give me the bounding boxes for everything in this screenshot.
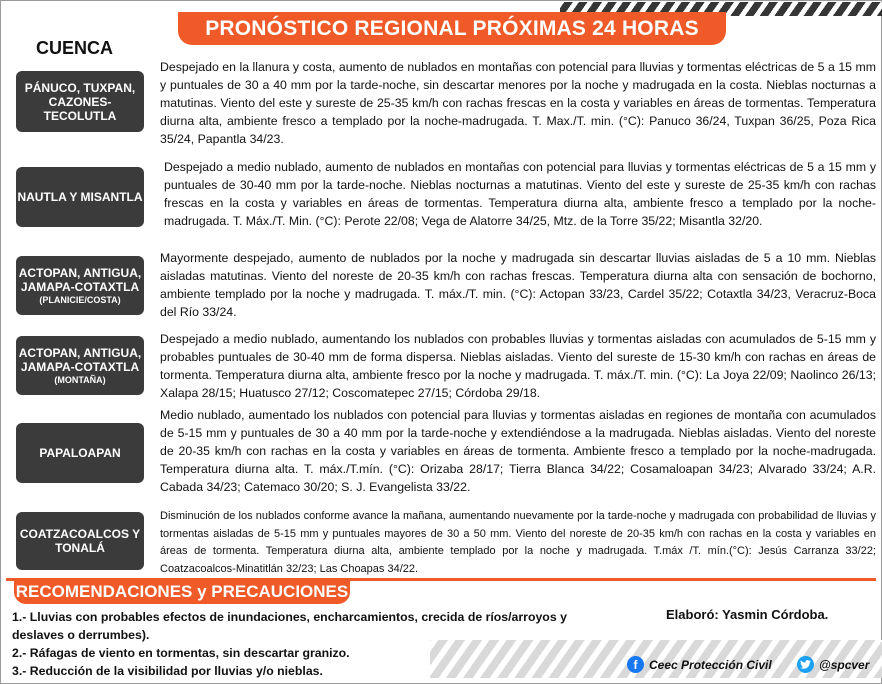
region-forecast-panuco: Despejado en la llanura y costa, aumento de nublados en montañas con potencial para lluvias y tormentas eléctricas de 5 a 15 mm y puntuales de 30 a 40 mm por la tarde-noche, sin descartar menores por la noche y madrugada en la costa. Nieblas nocturnas a matutinas. Viento del este y sureste de 25-35 km/h con rachas frescas en la costa y variables en áreas de tormentas. Temperatura diurna alta, ambiente fresco a templado por la noche-madrugada. T. Max./T. min. (°C): Panuco 36/24, Tuxpan 36/25, Poza Rica 35/24, Papantla 34/23. [160,60,876,146]
region-subtitle: (MONTAÑA) [54,374,106,385]
recommendation-item: 3.- Reducción de la visibilidad por lluvias y/o nieblas. [12,664,323,678]
region-label-papaloapan [16,423,144,483]
facebook-icon: f [627,656,644,673]
region-label-nautla [16,167,144,227]
region-label-coatzacoalcos [16,512,144,570]
region-forecast-actopan-planicie: Mayormente despejado, aumento de nublados por la noche y madrugada sin descartar lluvias aisladas de 5 a 10 mm. Nieblas aisladas matutinas. Viento del noreste de 20-35 km/h con rachas frescas. Temperatura diurna alta con sensación de bochorno, ambiente templado por la noche y madrugada. T. máx./T. min. (°C): Actopan 33/23, Cardel 35/22; Cotaxtla 34/23, Veracruz-Boca del Río 33/24. [160,251,876,319]
author-credit: Elaboró: Yasmin Córdoba. [666,607,829,622]
twitter-handle: @spcver [819,657,870,672]
region-name: PAPALOAPAN [39,446,121,460]
recommendation-item: 1.- Lluvias con probables efectos de inundaciones, encharcamientos, crecida de ríos/arroyos y deslaves o derrumbes). [12,610,567,642]
region-name: NAUTLA Y MISANTLA [17,190,143,204]
region-forecast-coatzacoalcos: Disminución de los nublados conforme avance la mañana, aumentando nuevamente por la tarde-noche y madrugada con probabilidad de lluvias y tormentas aisladas de 5-15 mm y puntuales mayores de 30 a 50 mm. Viento del noreste de 20-35 km/h con rachas en la costa y variables en áreas de tormenta. Temperatura diurna alta, ambiente templado por la noche y madrugada. T.máx /T. mín.(°C): Jesús Carranza 33/22; Coatzacoalcos-Minatitlán 32/23; Las Choapas 34/22. [160,510,876,575]
region-forecast-papaloapan: Medio nublado, aumentado los nublados con potencial para lluvias y tormentas aisladas en regiones de montaña con acumulados de 5-15 mm y puntuales de 30 a 40 mm por la tarde-noche y extendiéndose a la madrugada. Nieblas aisladas. Viento del noreste de 20-35 km/h con rachas en la costa y variables en áreas de tormenta. Ambiente fresco a templado por la noche-madrugada. Temperatura diurna alta. T. máx./T.mín. (°C): Orizaba 28/17; Tierra Blanca 34/22; Cosamaloapan 34/23; Alvarado 33/24; A.R. Cabada 34/23; Catemaco 30/20; S. J. Evangelista 33/22. [160,408,876,494]
recommendation-item: 2.- Ráfagas de viento en tormentas, sin descartar granizo. [12,646,350,660]
region-name: COATZACOALCOS Y TONALÁ [19,527,141,555]
region-name: ACTOPAN, ANTIGUA, JAMAPA-COTAXTLA [18,265,142,294]
twitter-icon [797,656,814,673]
region-forecast-actopan-montana: Despejado a medio nublado, aumentando los nublados con probables lluvias y tormentas aisladas con acumulados de 5-15 mm y probables puntuales de 30-40 mm de forma dispersa. Nieblas aisladas. Viento del sureste de 15-30 km/h con rachas en áreas de tormenta. Temperatura diurna alta, ambiente fresco por la noche y madrugada. T. máx./T. min. (°C): La Joya 22/09; Naolinco 26/13; Xalapa 28/15; Huatusco 27/12; Coscomatepec 27/15; Córdoba 29/18. [160,332,876,400]
facebook-link[interactable] [627,656,772,673]
recommendations-title: RECOMENDACIONES y PRECAUCIONES [14,579,350,604]
region-subtitle: (PLANICIE/COSTA) [39,294,121,305]
page-title: PRONÓSTICO REGIONAL PRÓXIMAS 24 HORAS [178,12,726,45]
region-name: ACTOPAN, ANTIGUA, JAMAPA-COTAXTLA [18,345,142,374]
region-label-actopan-montana [16,336,144,395]
region-name: PÁNUCO, TUXPAN, CAZONES-TECOLUTLA [24,80,136,123]
twitter-link[interactable] [797,656,869,673]
region-label-actopan-planicie [16,256,144,315]
facebook-handle: Ceec Protección Civil [649,657,772,672]
region-forecast-nautla: Despejado a medio nublado, aumento de nublados en montañas con potencial para lluvias y tormentas eléctricas de 5 a 15 mm y puntuales de 30-40 mm por la tarde-noche. Nieblas nocturnas a matutinas. Viento del este y sureste de 25-35 km/h con rachas frescas en la costa y variables en áreas de tormentas. Temperatura diurna alta, ambiente fresco a templado por la noche-madrugada. T. Máx./T. Min. (°C): Perote 22/08; Vega de Alatorre 34/25, Mtz. de la Torre 35/22; Misantla 32/20. [164,160,876,228]
region-label-panuco [16,71,144,132]
recommendations-list [12,608,612,680]
section-heading-cuenca: CUENCA [36,38,114,58]
